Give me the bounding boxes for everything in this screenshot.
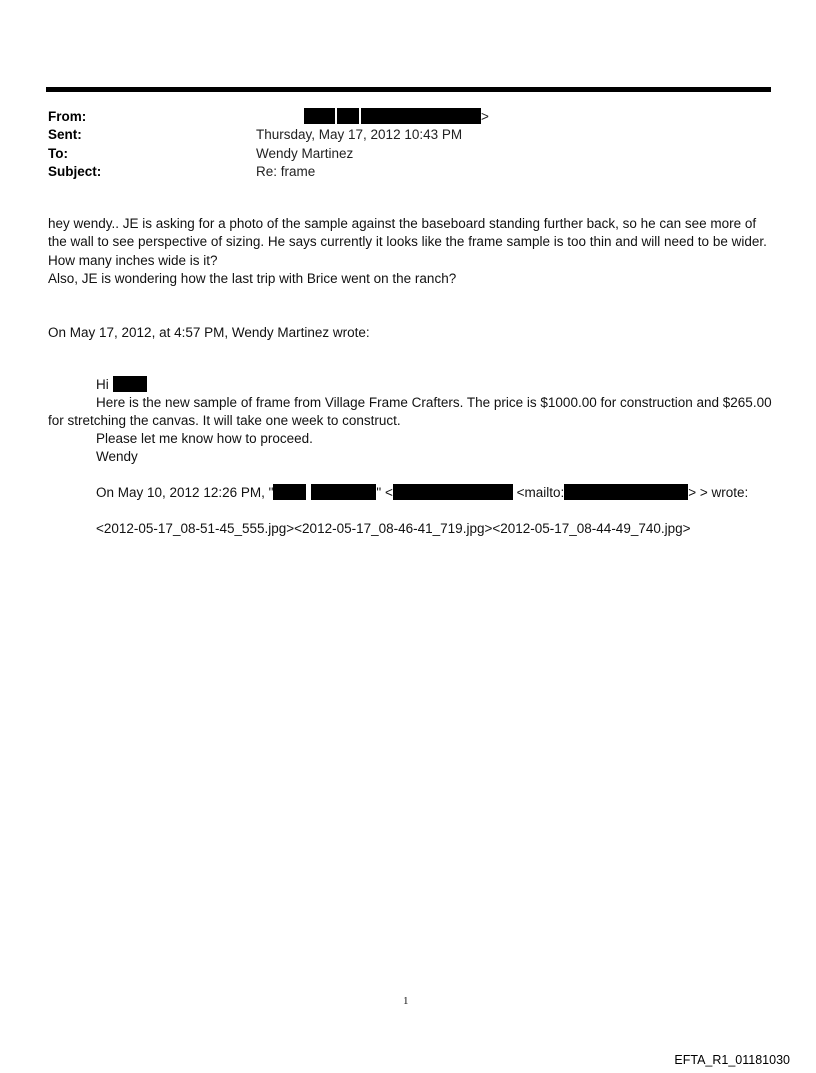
from-label: From: (48, 109, 87, 124)
redaction-box (311, 484, 376, 500)
quoted-body (48, 394, 776, 430)
header-divider (46, 87, 771, 92)
quoted-header (96, 484, 748, 502)
quoted-greeting (48, 376, 776, 394)
quoted-header-prefix: On May 10, 2012 12:26 PM, " (96, 485, 274, 500)
to-row (48, 145, 768, 163)
greeting-text: Hi (96, 377, 109, 392)
redaction-box (337, 108, 359, 124)
attachment-list: <2012-05-17_08-51-45_555.jpg><2012-05-17_08-46-41_719.jpg><2012-05-17_08-44-49_740.jpg> (96, 521, 691, 536)
quoted-header-close: " < (376, 485, 393, 500)
body-question: How many inches wide is it? (48, 252, 218, 268)
page-number: 1 (403, 995, 409, 1007)
redaction-box (564, 484, 688, 500)
redaction-box (273, 484, 306, 500)
from-suffix: > (481, 109, 489, 124)
from-row (48, 108, 768, 126)
subject-value: Re: frame (256, 163, 316, 179)
quoted-header-suffix: > > wrote: (688, 485, 749, 500)
body-paragraph: hey wendy.. JE is asking for a photo of the sample against the baseboard standing further back, so he can see more of the wall to see perspective of sizing. He says currently it looks like the frame sample is too thin and will need to be wider. (48, 216, 767, 250)
sent-row (48, 126, 768, 144)
to-label: To: (48, 145, 68, 161)
subject-label: Subject: (48, 163, 102, 179)
document-id: EFTA_R1_01181030 (674, 1053, 790, 1067)
redaction-box (361, 108, 481, 124)
redaction-box (113, 376, 147, 392)
redaction-box (304, 108, 335, 124)
subject-row (48, 163, 768, 181)
reply-attribution: On May 17, 2012, at 4:57 PM, Wendy Martinez wrote: (48, 325, 370, 340)
quoted-body-text: Here is the new sample of frame from Village Frame Crafters. The price is $1000.00 for construction and $265.00 for stretching the canvas. It will take one week to construct. (48, 395, 772, 428)
quoted-header-mailto: <mailto: (516, 485, 565, 500)
quoted-message (48, 376, 776, 466)
body-question: Also, JE is wondering how the last trip with Brice went on the ranch? (48, 271, 457, 287)
quoted-proceed: Please let me know how to proceed. (96, 431, 313, 446)
email-body (48, 215, 773, 289)
email-header (48, 108, 768, 181)
from-value (256, 108, 489, 126)
redaction-box (393, 484, 513, 500)
quoted-signature: Wendy (96, 449, 138, 464)
sent-label: Sent: (48, 127, 82, 143)
sent-value: Thursday, May 17, 2012 10:43 PM (256, 127, 463, 143)
to-value: Wendy Martinez (256, 145, 354, 161)
